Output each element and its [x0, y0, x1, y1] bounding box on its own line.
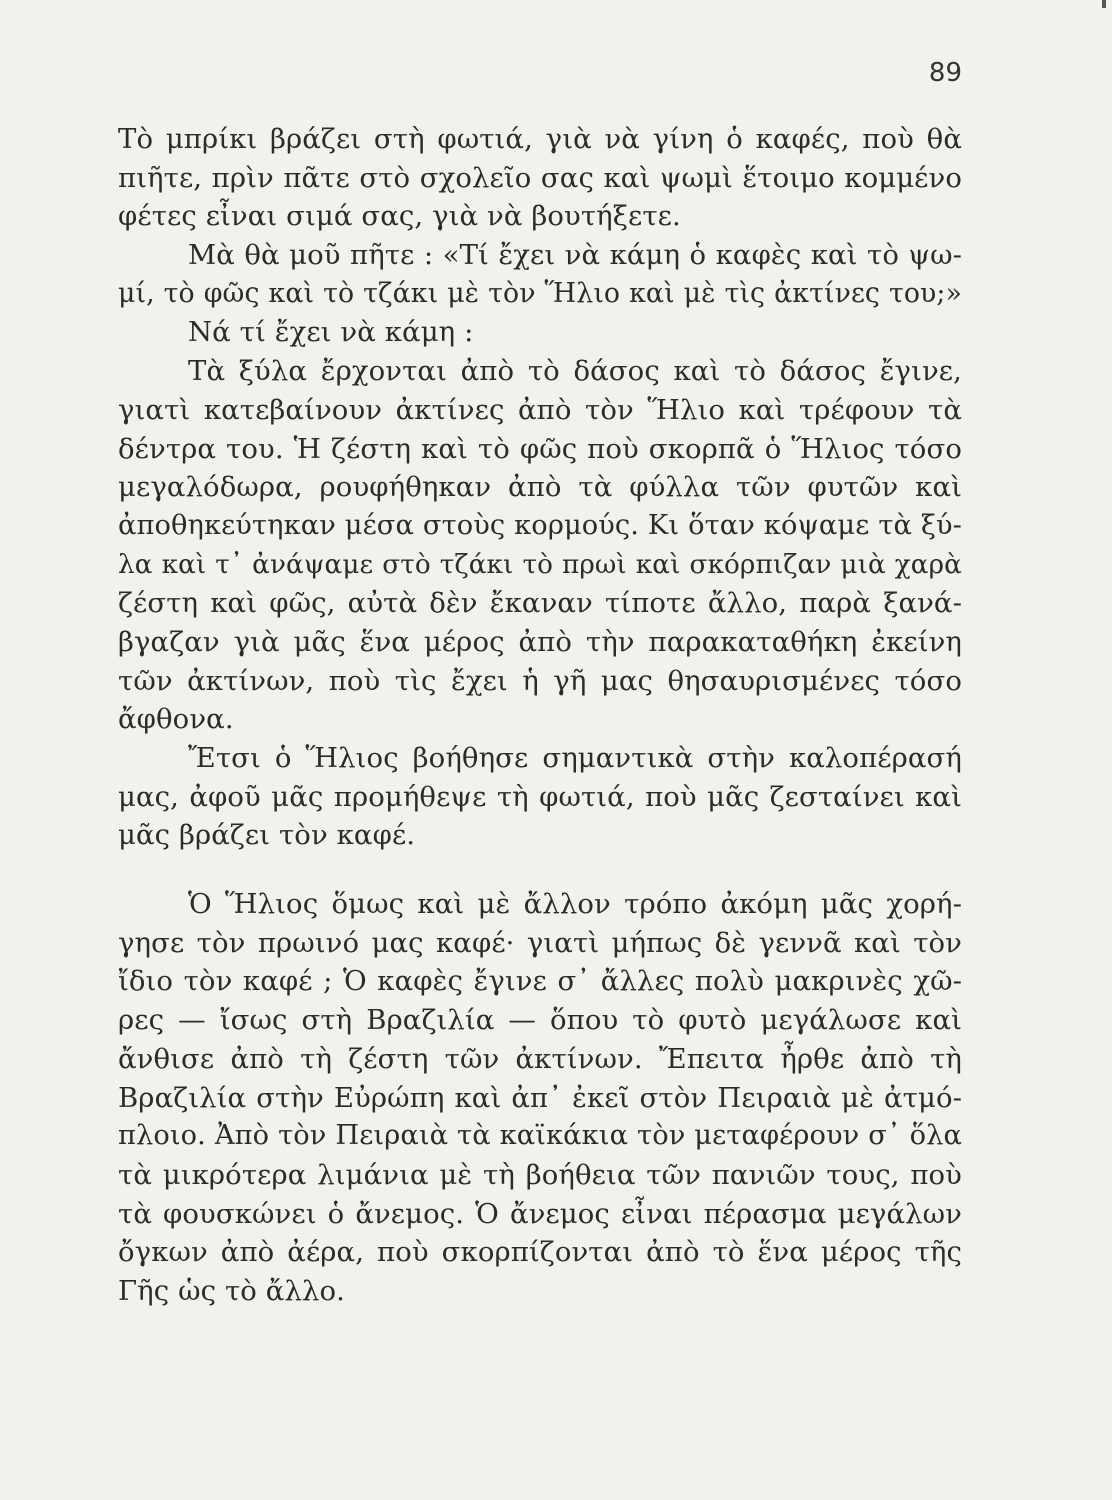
text-line: ρες — ἴσως στὴ Βραζιλία — ὅπου τὸ φυτὸ μεγάλωσε καὶ — [118, 1004, 962, 1037]
text-line: ζέστη καὶ φῶς, αὐτὰ δὲν ἔκαναν τίποτε ἄλλο, παρὰ ξανά- — [118, 587, 962, 620]
text-line: τὰ φουσκώνει ὁ ἄνεμος. Ὁ ἄνεμος εἶναι πέρασμα μεγάλων — [118, 1197, 962, 1230]
paragraph — [118, 236, 962, 313]
text-line: ἀποθηκεύτηκαν μέσα στοὺς κορμούς. Κι ὅταν κόψαμε τὰ ξύ- — [118, 509, 962, 541]
text-line: βγαζαν γιὰ μᾶς ἕνα μέρος ἀπὸ τὴν παρακαταθήκη ἐκείνη — [118, 625, 962, 658]
paragraph — [118, 313, 962, 352]
paragraph — [118, 352, 962, 739]
text-line: τῶν ἀκτίνων, ποὺ τὶς ἔχει ἡ γῆ μας θησαυρισμένες τόσο — [118, 664, 962, 697]
scan-edge-mark — [1102, 0, 1106, 8]
page-number: 89 — [928, 58, 962, 88]
section-gap — [118, 855, 962, 885]
text-line: φέτες εἶναι σιμά σας, γιὰ νὰ βουτήξετε. — [118, 200, 681, 233]
body-text — [118, 120, 962, 1311]
text-line: γησε τὸν πρωινό μας καφέ· γιατὶ μήπως δὲ γεννᾶ καὶ τὸν — [118, 926, 962, 959]
text-line: ἴδιο τὸν καφέ ; Ὁ καφὲς ἔγινε σ᾿ ἄλλες πολὺ μακρινὲς χῶ- — [118, 965, 962, 998]
text-line: Τὰ ξύλα ἔρχονται ἀπὸ τὸ δάσος καὶ τὸ δάσος ἔγινε, — [188, 355, 962, 388]
text-line: Γῆς ὡς τὸ ἄλλο. — [118, 1274, 346, 1307]
text-line: Βραζιλία στὴν Εὐρώπη καὶ ἀπ᾿ ἐκεῖ στὸν Πειραιὰ μὲ ἀτμό- — [118, 1081, 962, 1114]
text-line: πιῆτε, πρὶν πᾶτε στὸ σχολεῖο σας καὶ ψωμὶ ἕτοιμο κομμένο — [118, 161, 962, 194]
text-line: Μὰ θὰ μοῦ πῆτε : «Τί ἔχει νὰ κάμη ὁ καφὲς καὶ τὸ ψω- — [188, 239, 962, 272]
text-line: πλοιο. Ἀπὸ τὸν Πειραιὰ τὰ καϊκάκια τὸν μεταφέρουν σ᾿ ὅλα — [118, 1120, 962, 1152]
text-line: Ὁ Ἥλιος ὅμως καὶ μὲ ἄλλον τρόπο ἀκόμη μᾶς χορή- — [188, 888, 962, 921]
text-line: μί, τὸ φῶς καὶ τὸ τζάκι μὲ τὸν Ἥλιο καὶ μὲ τὶς ἀκτίνες του;» — [118, 277, 962, 309]
text-line: Τὸ μπρίκι βράζει στὴ φωτιά, γιὰ νὰ γίνη ὁ καφές, ποὺ θὰ — [118, 123, 962, 155]
text-line: τὰ μικρότερα λιμάνια μὲ τὴ βοήθεια τῶν πανιῶν τους, ποὺ — [118, 1158, 962, 1191]
text-line: ἄνθισε ἀπὸ τὴ ζέστη τῶν ἀκτίνων. Ἔπειτα ἦρθε ἀπὸ τὴ — [118, 1042, 962, 1075]
text-line: ὄγκων ἀπὸ ἀέρα, ποὺ σκορπίζονται ἀπὸ τὸ ἕνα μέρος τῆς — [118, 1236, 962, 1269]
text-line: μας, ἀφοῦ μᾶς προμήθεψε τὴ φωτιά, ποὺ μᾶς ζεσταίνει καὶ — [118, 780, 962, 813]
text-line: μεγαλόδωρα, ρουφήθηκαν ἀπὸ τὰ φύλλα τῶν φυτῶν καὶ — [118, 471, 962, 504]
text-line: Ἔτσι ὁ Ἥλιος βοήθησε σημαντικὰ στὴν καλοπέρασή — [188, 742, 962, 774]
text-line: δέντρα του. Ἡ ζέστη καὶ τὸ φῶς ποὺ σκορπᾶ ὁ Ἥλιος τόσο — [118, 432, 962, 465]
text-line: Νά τί ἔχει νὰ κάμη : — [188, 316, 474, 349]
paragraph — [118, 120, 962, 236]
text-line: γιατὶ κατεβαίνουν ἀκτίνες ἀπὸ τὸν Ἥλιο καὶ τρέφουν τὰ — [118, 393, 962, 426]
text-line: ἄφθονα. — [118, 703, 234, 736]
text-line: λα καὶ τ᾿ ἀνάψαμε στὸ τζάκι τὸ πρωὶ καὶ σκόρπιζαν μιὰ χαρὰ — [118, 549, 962, 580]
text-line: μᾶς βράζει τὸν καφέ. — [118, 819, 416, 852]
paragraph — [118, 739, 962, 855]
paragraph — [118, 885, 962, 1311]
